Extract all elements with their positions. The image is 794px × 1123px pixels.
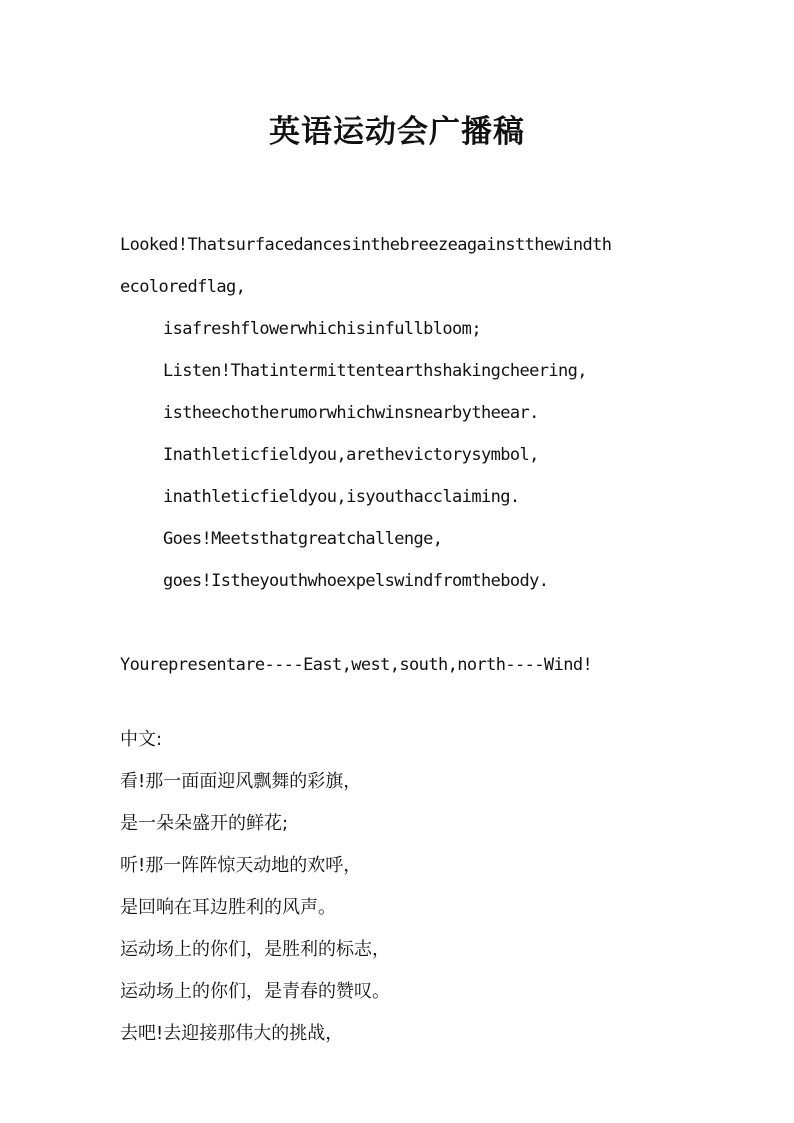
english-indented-line: isafreshflowerwhichisinfullbloom; [163, 319, 481, 339]
english-indented-line: Inathleticfieldyou,arethevictorysymbol, [163, 445, 539, 465]
english-indented-line: goes!Istheyouthwhoexpelswindfromthebody. [163, 571, 549, 591]
english-indented-line: istheechotherumorwhichwinsnearbytheear. [163, 403, 539, 423]
english-indented-line: Goes!Meetsthatgreatchallenge, [163, 529, 443, 549]
english-line: Looked!Thatsurfacedancesinthebreezeagainstthewindth [120, 235, 612, 255]
chinese-line: 是回响在耳边胜利的风声。 [120, 897, 336, 918]
chinese-line: 运动场上的你们，是胜利的标志， [120, 939, 390, 960]
chinese-line: 是一朵朵盛开的鲜花; [120, 813, 289, 834]
english-indented-line: inathleticfieldyou,isyouthacclaiming. [163, 487, 520, 507]
chinese-label: 中文: [120, 729, 163, 750]
chinese-line: 听!那一阵阵惊天动地的欢呼， [120, 855, 362, 876]
chinese-line: 去吧!去迎接那伟大的挑战， [120, 1023, 344, 1044]
document-title: 英语运动会广播稿 [269, 114, 525, 150]
chinese-line: 看!那一面面迎风飘舞的彩旗， [120, 771, 362, 792]
english-text-block [120, 224, 680, 686]
chinese-text-block [120, 719, 680, 1055]
english-indented-line: Listen!Thatintermittentearthshakingcheering, [163, 361, 587, 381]
blank-line [120, 602, 680, 644]
english-line: ecoloredflag, [120, 277, 246, 297]
chinese-line: 运动场上的你们，是青春的赞叹。 [120, 981, 390, 1002]
english-closing-line: Yourepresentare----East,west,south,north----Wind! [120, 655, 593, 675]
